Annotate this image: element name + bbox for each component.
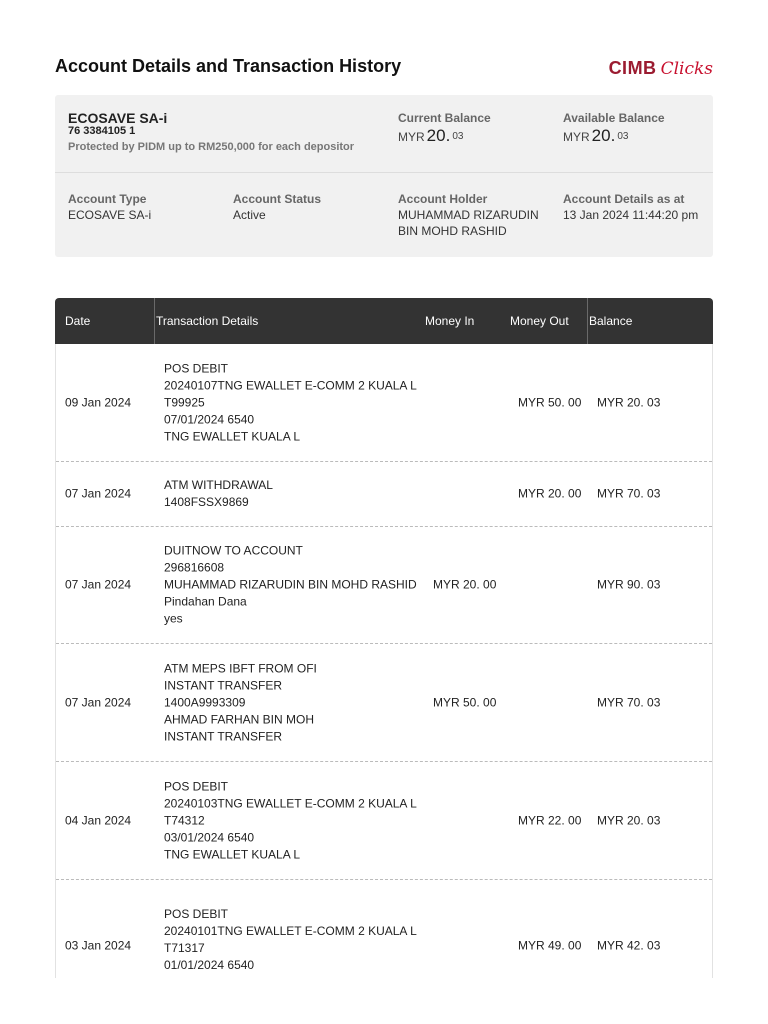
pidm-note: Protected by PIDM up to RM250,000 for each depositor <box>68 141 355 153</box>
row-date: 07 Jan 2024 <box>65 577 132 592</box>
row-details <box>164 778 417 863</box>
cimb-clicks-logo <box>609 58 713 82</box>
detail-line: POS DEBIT <box>164 361 229 375</box>
detail-line: 03/01/2024 6540 <box>164 830 255 844</box>
detail-line: T71317 <box>164 941 205 955</box>
account-product-name: ECOSAVE SA-i <box>68 110 168 126</box>
detail-line: POS DEBIT <box>164 779 229 793</box>
account-number: 76 3384105 1 <box>68 125 136 137</box>
detail-line: Pindahan Dana <box>164 594 247 609</box>
row-details <box>164 360 417 445</box>
row-date: 03 Jan 2024 <box>65 938 132 953</box>
table-body <box>55 344 713 978</box>
current-balance-amount <box>398 128 491 145</box>
account-type <box>68 191 218 223</box>
header-separator <box>154 298 155 344</box>
row-balance: MYR 70. 03 <box>597 695 661 709</box>
account-summary-card <box>55 95 713 257</box>
header-money-out: Money Out <box>510 314 569 328</box>
account-type-value: ECOSAVE SA-i <box>68 208 152 222</box>
row-date: 07 Jan 2024 <box>65 695 132 709</box>
detail-line: POS DEBIT <box>164 907 229 921</box>
header-separator <box>587 298 588 344</box>
detail-line: 1400A9993309 <box>164 695 246 709</box>
row-date: 09 Jan 2024 <box>65 395 132 409</box>
row-date: 04 Jan 2024 <box>65 813 132 827</box>
row-balance: MYR 42. 03 <box>597 938 661 953</box>
available-balance-whole: 20. <box>591 126 616 145</box>
table-row <box>56 880 712 978</box>
detail-line: 20240101TNG EWALLET E-COMM 2 KUALA L <box>164 924 417 938</box>
detail-line: ATM WITHDRAWAL <box>164 478 273 492</box>
account-holder <box>398 191 548 239</box>
detail-line: DUITNOW TO ACCOUNT <box>164 543 303 558</box>
table-row <box>56 762 712 880</box>
detail-line: T74312 <box>164 813 205 827</box>
row-money-out: MYR 22. 00 <box>518 813 582 827</box>
row-balance: MYR 90. 03 <box>597 577 661 592</box>
current-balance-whole: 20. <box>426 126 451 145</box>
available-balance-amount <box>563 128 665 145</box>
table-header <box>55 298 713 344</box>
row-money-out: MYR 50. 00 <box>518 395 582 409</box>
transaction-table <box>55 298 713 978</box>
detail-line: ATM MEPS IBFT FROM OFI <box>164 661 317 675</box>
row-balance: MYR 70. 03 <box>597 486 661 501</box>
table-row <box>56 644 712 762</box>
detail-line: 1408FSSX9869 <box>164 495 249 509</box>
detail-line: 20240103TNG EWALLET E-COMM 2 KUALA L <box>164 796 417 810</box>
detail-line: INSTANT TRANSFER <box>164 729 283 743</box>
page-header <box>55 52 713 86</box>
account-status-label: Account Status <box>233 192 322 206</box>
card-divider <box>55 172 713 173</box>
row-details <box>164 660 317 745</box>
row-date: 07 Jan 2024 <box>65 486 132 501</box>
current-balance <box>398 110 491 145</box>
current-balance-label: Current Balance <box>398 111 491 125</box>
detail-line: INSTANT TRANSFER <box>164 678 283 692</box>
current-balance-decimal: 03 <box>452 131 464 142</box>
logo-product: Clicks <box>660 59 713 79</box>
details-as-at-label: Account Details as at <box>563 192 685 206</box>
row-details <box>164 906 417 974</box>
row-details <box>164 477 273 511</box>
row-details <box>164 543 417 628</box>
available-balance <box>563 110 665 145</box>
table-row <box>56 462 712 527</box>
detail-line: 07/01/2024 6540 <box>164 412 255 426</box>
detail-line: TNG EWALLET KUALA L <box>164 429 301 443</box>
header-transaction-details: Transaction Details <box>156 314 259 328</box>
row-money-in: MYR 20. 00 <box>433 577 497 592</box>
current-balance-currency: MYR <box>398 130 425 144</box>
available-balance-decimal: 03 <box>617 131 629 142</box>
row-money-out: MYR 49. 00 <box>518 938 582 953</box>
row-balance: MYR 20. 03 <box>597 813 661 827</box>
detail-line: TNG EWALLET KUALA L <box>164 847 301 861</box>
available-balance-label: Available Balance <box>563 111 665 125</box>
account-holder-label: Account Holder <box>398 192 488 206</box>
page-title: Account Details and Transaction History <box>55 56 402 76</box>
account-status-value: Active <box>233 208 266 222</box>
detail-line: MUHAMMAD RIZARUDIN BIN MOHD RASHID <box>164 577 417 592</box>
row-money-out: MYR 20. 00 <box>518 486 582 501</box>
table-row <box>56 344 712 462</box>
details-as-at-value: 13 Jan 2024 11:44:20 pm <box>563 208 699 222</box>
details-as-at <box>563 191 713 223</box>
account-holder-value: MUHAMMAD RIZARUDIN BIN MOHD RASHID <box>398 208 539 238</box>
table-row <box>56 527 712 644</box>
detail-line: yes <box>164 611 183 626</box>
row-money-in: MYR 50. 00 <box>433 695 497 709</box>
account-type-label: Account Type <box>68 192 147 206</box>
header-money-in: Money In <box>425 314 475 328</box>
account-status <box>233 191 383 223</box>
detail-line: T99925 <box>164 395 205 409</box>
detail-line: 01/01/2024 6540 <box>164 958 255 972</box>
available-balance-currency: MYR <box>563 130 590 144</box>
header-balance: Balance <box>589 314 633 328</box>
row-balance: MYR 20. 03 <box>597 395 661 409</box>
logo-brand: CIMB <box>608 58 657 78</box>
header-date: Date <box>65 314 91 328</box>
detail-line: 20240107TNG EWALLET E-COMM 2 KUALA L <box>164 378 417 392</box>
detail-line: AHMAD FARHAN BIN MOH <box>164 712 315 726</box>
detail-line: 296816608 <box>164 560 225 575</box>
